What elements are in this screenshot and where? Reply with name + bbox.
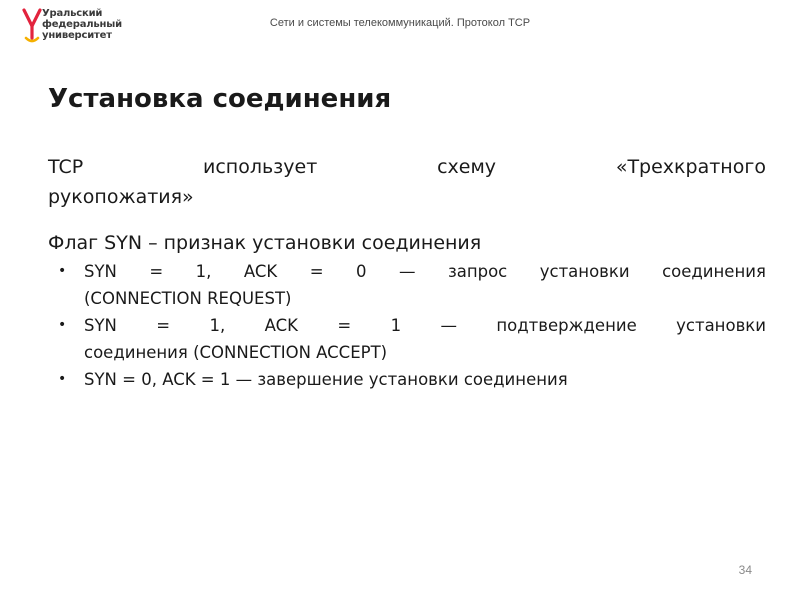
bullet-word: SYN xyxy=(84,316,117,335)
bullet-word: 1, xyxy=(195,262,212,281)
bullet-line-2: (CONNECTION REQUEST) xyxy=(84,289,292,308)
intro-word: схему xyxy=(437,156,497,178)
bullet-word: ACK xyxy=(243,262,278,281)
page-number: 34 xyxy=(738,563,752,577)
bullet-word: — xyxy=(440,316,457,335)
bullet-word: = xyxy=(149,262,164,281)
bullet-word: 1 xyxy=(390,316,402,335)
bullet-item-connection-accept xyxy=(58,312,766,366)
bullet-list xyxy=(58,258,766,393)
syn-flag-heading: Флаг SYN – признак установки соединения xyxy=(48,232,482,254)
logo-line-2: федеральный xyxy=(42,19,122,30)
bullet-word: запрос xyxy=(447,262,508,281)
bullet-item-connection-request xyxy=(58,258,766,312)
intro-line-1 xyxy=(48,152,766,182)
bullet-word: = xyxy=(337,316,352,335)
bullet-word: установки xyxy=(676,316,766,335)
bullet-line-2: соединения (CONNECTION ACCEPT) xyxy=(84,343,388,362)
intro-word: TCP xyxy=(48,156,84,178)
intro-paragraph xyxy=(48,152,766,212)
bullet-word: — xyxy=(398,262,416,281)
slide-title: Установка соединения xyxy=(48,84,392,114)
logo-line-3: университет xyxy=(42,30,112,41)
bullet-word: ACK xyxy=(264,316,298,335)
intro-word: «Трехкратного xyxy=(615,156,766,178)
bullet-word: 0 xyxy=(356,262,367,281)
bullet-icon: • xyxy=(58,371,67,387)
bullet-word: подтверждение xyxy=(496,316,637,335)
intro-word: использует xyxy=(203,156,318,178)
bullet-word: = xyxy=(309,262,324,281)
bullet-word: = xyxy=(156,316,171,335)
bullet-word: соединения xyxy=(662,262,766,281)
bullet-line-1 xyxy=(84,258,766,285)
bullet-word: 1, xyxy=(209,316,226,335)
logo-line-1: Уральский xyxy=(42,8,103,19)
bullet-icon: • xyxy=(58,263,67,279)
course-title: Сети и системы телекоммуникаций. Протокол TCP xyxy=(269,17,531,29)
bullet-word: установки xyxy=(539,262,630,281)
bullet-item-connection-complete xyxy=(58,366,766,393)
bullet-word: SYN xyxy=(84,262,117,281)
intro-line-2: рукопожатия» xyxy=(48,186,194,208)
bullet-icon: • xyxy=(58,317,67,333)
bullet-line-1 xyxy=(84,312,766,339)
bullet-line-1: SYN = 0, ACK = 1 — завершение установки соединения xyxy=(84,370,568,389)
